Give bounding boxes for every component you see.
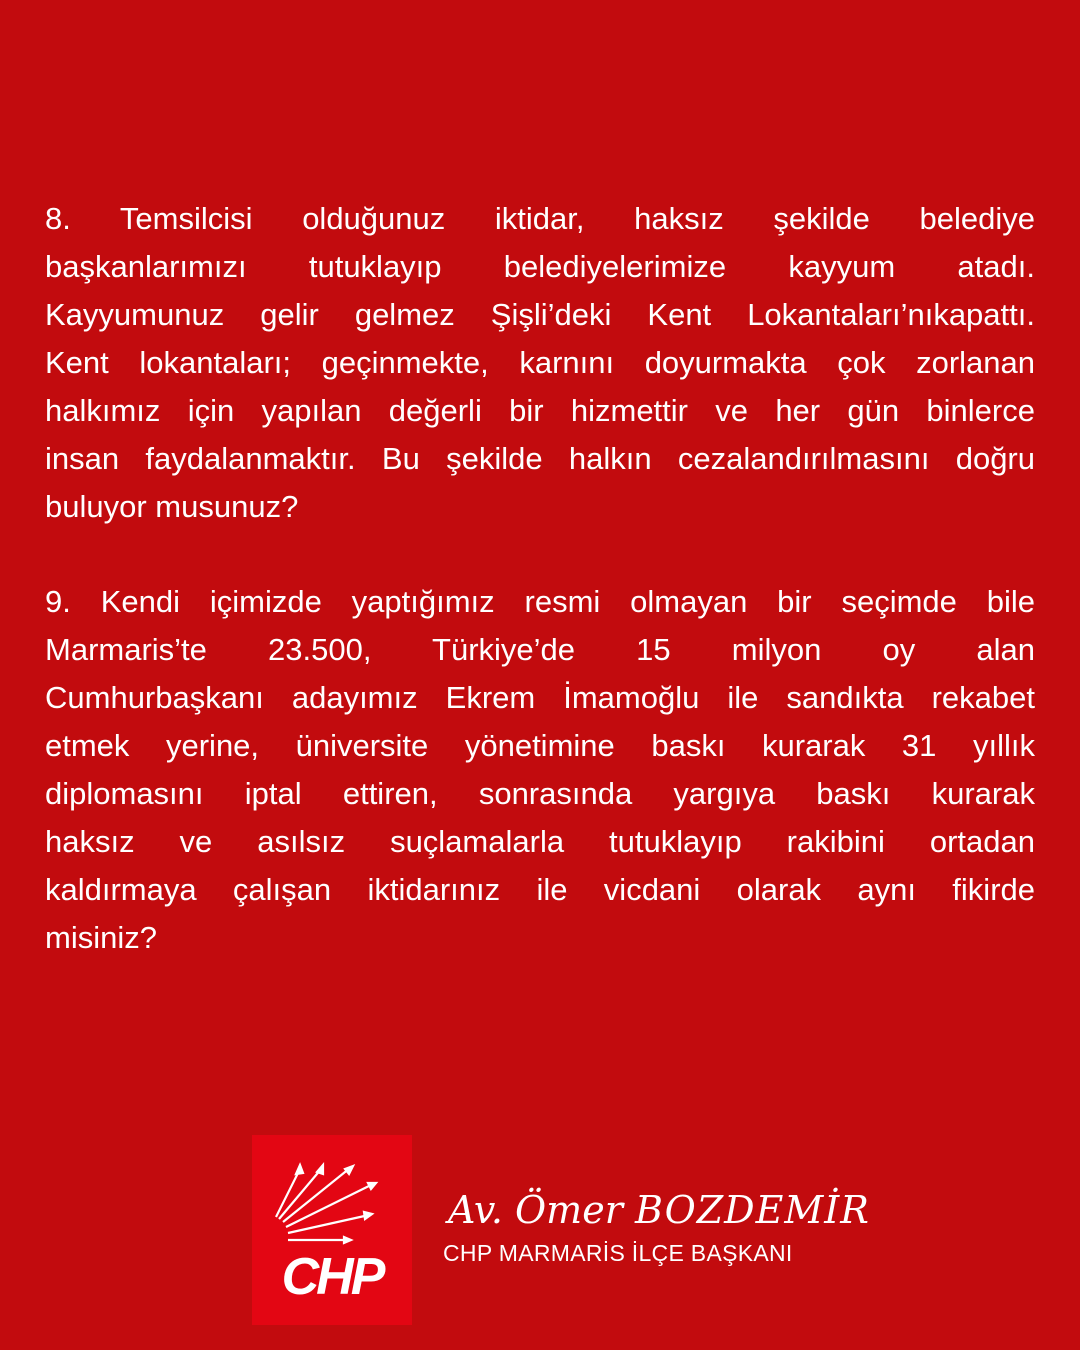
text-line: 8. Temsilcisi olduğunuz iktidar, haksız şekilde belediye <box>45 201 1035 236</box>
question-9-paragraph <box>45 578 1035 962</box>
text-line: Kayyumunuz gelir gelmez Şişli’deki Kent Lokantaları’nıkapattı. <box>45 297 1035 332</box>
signature-last: BOZDEMİR <box>634 1188 870 1232</box>
text-line: kaldırmaya çalışan iktidarınız ile vicdani olarak aynı fikirde <box>45 872 1035 907</box>
chp-logo <box>252 1135 412 1325</box>
text-line: buluyor musunuz? <box>45 489 299 524</box>
text-line: halkımız için yapılan değerli bir hizmettir ve her gün binlerce <box>45 393 1035 428</box>
text-line: 9. Kendi içimizde yaptığımız resmi olmayan bir seçimde bile <box>45 584 1035 619</box>
text-line: misiniz? <box>45 920 157 955</box>
logo-text: CHP <box>281 1248 383 1306</box>
text-line: Cumhurbaşkanı adayımız Ekrem İmamoğlu ile sandıkta rekabet <box>45 680 1035 715</box>
text-line: diplomasını iptal ettiren, sonrasında yargıya baskı kurarak <box>45 776 1035 811</box>
six-arrows-icon <box>252 1135 412 1255</box>
signature-role: CHP MARMARİS İLÇE BAŞKANI <box>443 1240 793 1266</box>
text-line: haksız ve asılsız suçlamalarla tutuklayıp rakibini ortadan <box>45 824 1035 859</box>
text-line: Marmaris’te 23.500, Türkiye’de 15 milyon oy alan <box>45 632 1035 667</box>
text-line: insan faydalanmaktır. Bu şekilde halkın cezalandırılmasını doğru <box>45 441 1035 476</box>
signature-name <box>448 1188 870 1232</box>
text-line: etmek yerine, üniversite yönetimine baskı kurarak 31 yıllık <box>45 728 1035 763</box>
question-8-paragraph <box>45 195 1035 531</box>
signature-first: Av. Ömer <box>448 1188 623 1232</box>
text-line: başkanlarımızı tutuklayıp belediyelerimize kayyum atadı. <box>45 249 1035 284</box>
text-line: Kent lokantaları; geçinmekte, karnını doyurmakta çok zorlanan <box>45 345 1035 380</box>
